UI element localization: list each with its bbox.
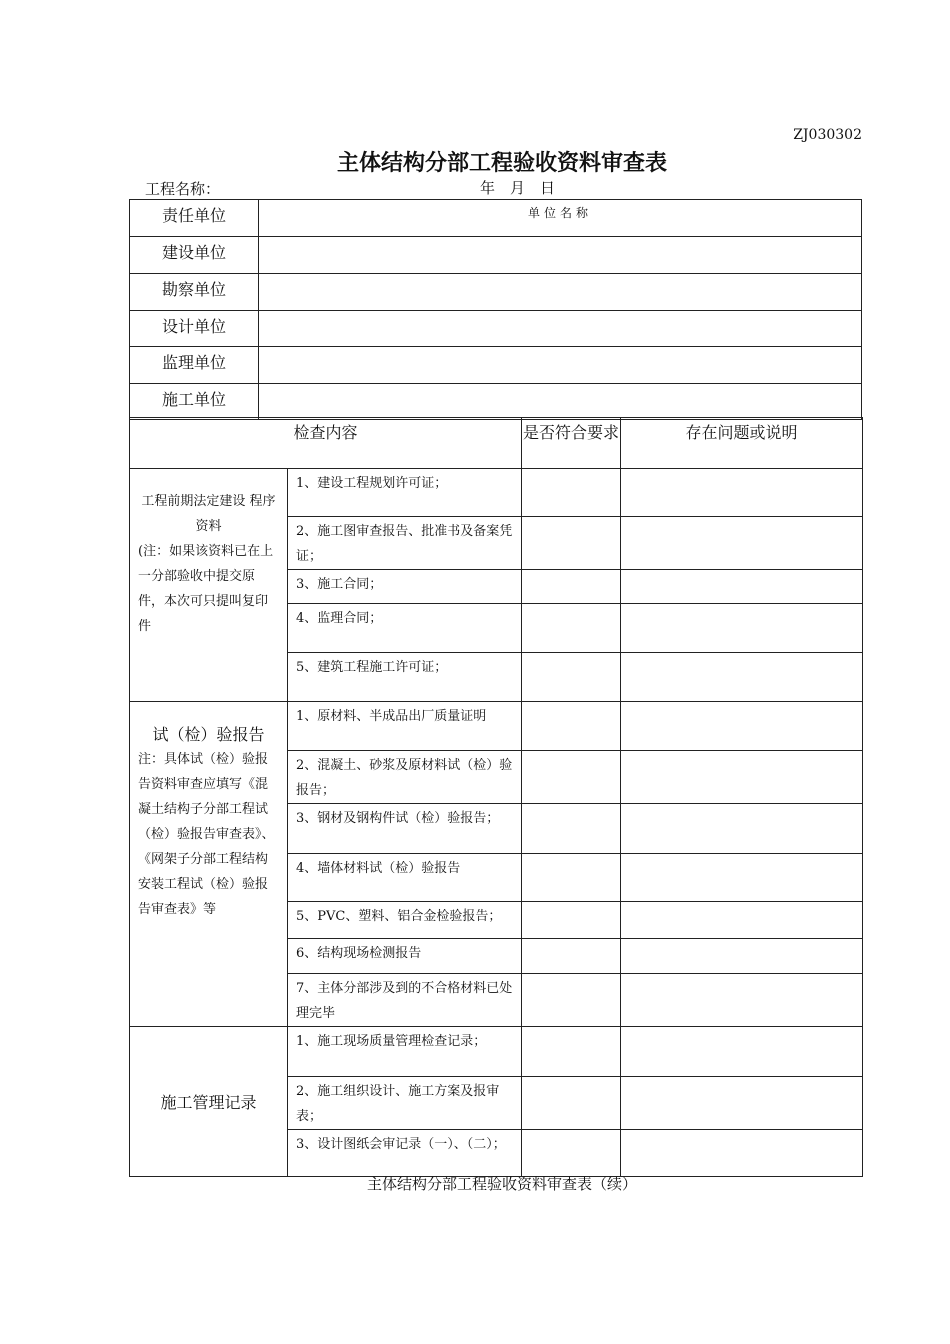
remark-cell[interactable] — [621, 902, 863, 939]
table-row — [130, 469, 863, 517]
col-header-content: 检查内容 — [130, 418, 522, 469]
remark-cell[interactable] — [621, 1027, 863, 1077]
conform-cell[interactable] — [522, 517, 621, 570]
unit-value-cell[interactable] — [259, 274, 862, 311]
conform-cell[interactable] — [522, 1130, 621, 1177]
remark-cell[interactable] — [621, 974, 863, 1027]
remark-cell[interactable] — [621, 1077, 863, 1130]
conform-cell[interactable] — [522, 604, 621, 653]
table-row — [130, 237, 862, 274]
remark-cell[interactable] — [621, 702, 863, 751]
remark-cell[interactable] — [621, 517, 863, 570]
unit-name-header: 单位名称 — [259, 200, 862, 237]
conform-cell[interactable] — [522, 1027, 621, 1077]
table-row — [130, 311, 862, 347]
remark-cell[interactable] — [621, 570, 863, 604]
table-row — [130, 702, 863, 751]
conform-cell[interactable] — [522, 974, 621, 1027]
conform-cell[interactable] — [522, 854, 621, 902]
table-row — [130, 274, 862, 311]
conform-cell[interactable] — [522, 702, 621, 751]
group-cell-preconstruction — [130, 469, 288, 702]
group-note: (注：如果该资料已在上一分部验收中提交原件，本次可只提叫复印件 — [138, 544, 274, 634]
responsibility-header-label: 责任单位 — [130, 200, 259, 237]
table-header-row — [130, 418, 863, 469]
check-item: 5、PVC、塑料、铝合金检验报告； — [288, 902, 522, 939]
group-note: 注：具体试（检）验报告资料审查应填写《混凝土结构子分部工程试（检）验报告审查表》、《网架子分部工程结构安装工程试（检）验报告审查表》等 — [138, 752, 275, 917]
unit-value-cell[interactable] — [259, 347, 862, 384]
continuation-caption: 主体结构分部工程验收资料审查表（续） — [366, 1175, 637, 1193]
check-item: 3、钢材及钢构件试（检）验报告； — [288, 804, 522, 854]
check-table — [129, 417, 863, 1177]
remark-cell[interactable] — [621, 751, 863, 804]
unit-value-cell[interactable] — [259, 311, 862, 347]
col-header-remark: 存在问题或说明 — [621, 418, 863, 469]
table-row — [130, 1027, 863, 1077]
check-item: 4、墙体材料试（检）验报告 — [288, 854, 522, 902]
check-item: 7、主体分部涉及到的不合格材料已处理完毕 — [288, 974, 522, 1027]
check-item: 3、施工合同； — [288, 570, 522, 604]
unit-value-cell[interactable] — [259, 237, 862, 274]
conform-cell[interactable] — [522, 804, 621, 854]
unit-label: 勘察单位 — [130, 274, 259, 311]
conform-cell[interactable] — [522, 902, 621, 939]
group-title: 施工管理记录 — [160, 1093, 257, 1112]
conform-cell[interactable] — [522, 939, 621, 974]
project-name-label: 工程名称： — [145, 180, 221, 198]
check-item: 1、建设工程规划许可证； — [288, 469, 522, 517]
check-item: 3、设计图纸会审记录（一）、（二）； — [288, 1130, 522, 1177]
conform-cell[interactable] — [522, 653, 621, 702]
group-cell-management-records — [130, 1027, 288, 1177]
remark-cell[interactable] — [621, 854, 863, 902]
check-item: 5、建筑工程施工许可证； — [288, 653, 522, 702]
page-title: 主体结构分部工程验收资料审查表 — [336, 150, 667, 176]
check-item: 1、施工现场质量管理检查记录； — [288, 1027, 522, 1077]
form-code: ZJ030302 — [793, 127, 862, 143]
remark-cell[interactable] — [621, 939, 863, 974]
unit-value-cell[interactable] — [259, 384, 862, 420]
date-label: 年 月 日 — [480, 179, 556, 197]
unit-label: 监理单位 — [130, 347, 259, 384]
table-row — [130, 347, 862, 384]
group-cell-test-reports — [130, 702, 288, 1027]
group-title: 工程前期法定建设 程序资料 — [141, 494, 276, 534]
remark-cell[interactable] — [621, 604, 863, 653]
unit-label: 施工单位 — [130, 384, 259, 420]
remark-cell[interactable] — [621, 1130, 863, 1177]
conform-cell[interactable] — [522, 751, 621, 804]
unit-label: 建设单位 — [130, 237, 259, 274]
table-row — [130, 200, 862, 237]
conform-cell[interactable] — [522, 1077, 621, 1130]
remark-cell[interactable] — [621, 653, 863, 702]
group-title: 试（检）验报告 — [152, 725, 265, 744]
check-item: 2、施工组织设计、施工方案及报审表； — [288, 1077, 522, 1130]
conform-cell[interactable] — [522, 469, 621, 517]
check-item: 4、监理合同； — [288, 604, 522, 653]
unit-label: 设计单位 — [130, 311, 259, 347]
table-row — [130, 384, 862, 420]
check-item: 2、施工图审查报告、批准书及备案凭证； — [288, 517, 522, 570]
check-item: 2、混凝土、砂浆及原材料试（检）验报告； — [288, 751, 522, 804]
check-item: 1、原材料、半成品出厂质量证明 — [288, 702, 522, 751]
conform-cell[interactable] — [522, 570, 621, 604]
responsibility-table — [129, 199, 862, 420]
check-item: 6、结构现场检测报告 — [288, 939, 522, 974]
remark-cell[interactable] — [621, 469, 863, 517]
col-header-conform: 是否符合要求 — [522, 418, 621, 469]
remark-cell[interactable] — [621, 804, 863, 854]
